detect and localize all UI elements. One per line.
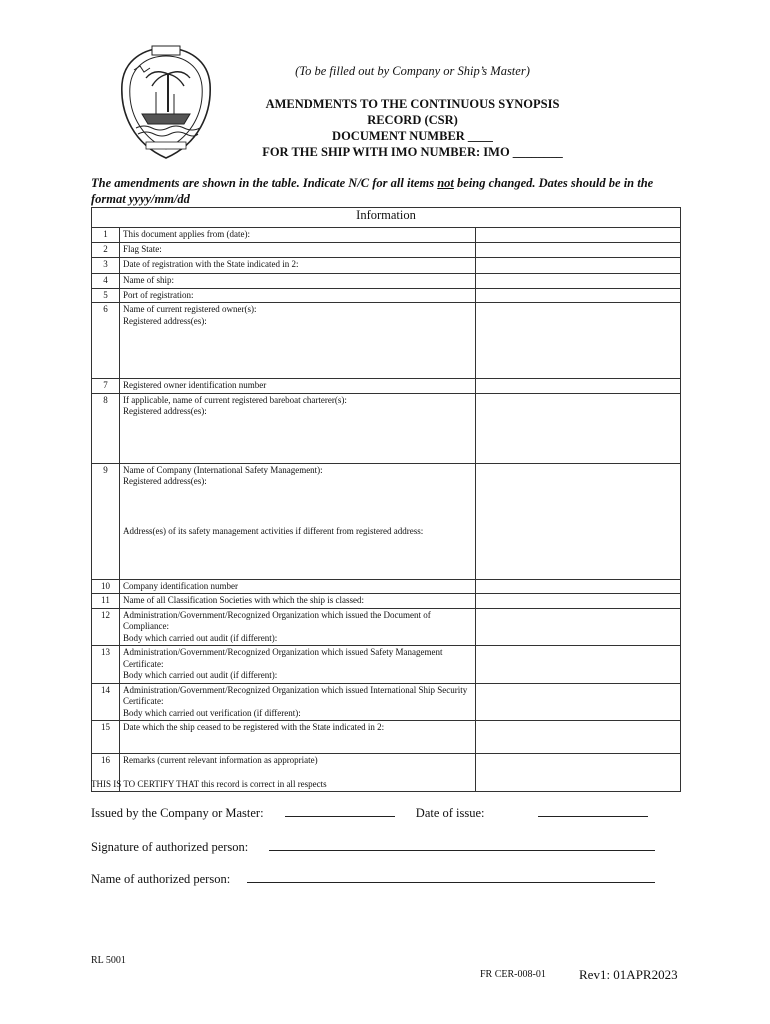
item-value-field[interactable]	[476, 393, 681, 463]
item-description-line: Registered address(es):	[123, 406, 207, 416]
table-row	[92, 721, 681, 754]
item-number: 9	[92, 463, 120, 579]
table-row	[92, 274, 681, 289]
item-description-line: Registered owner identification number	[123, 380, 267, 390]
item-description	[120, 721, 476, 754]
instructions-part1: The amendments are shown in the table. Indicate N/C for all items	[91, 176, 438, 190]
title-line-3: DOCUMENT NUMBER ____	[332, 129, 493, 143]
table-row	[92, 683, 681, 721]
item-description	[120, 303, 476, 379]
date-of-issue-label: Date of issue:	[415, 806, 485, 820]
item-description-line: This document applies from (date):	[123, 229, 250, 239]
table-row	[92, 258, 681, 274]
form-subtitle: (To be filled out by Company or Ship’s Master)	[295, 64, 530, 78]
item-description	[120, 288, 476, 303]
form-code: RL 5001	[91, 955, 126, 966]
item-description	[120, 463, 476, 579]
item-value-field[interactable]	[476, 303, 681, 379]
item-description	[120, 646, 476, 684]
item-value-field[interactable]	[476, 594, 681, 609]
title-line-4: FOR THE SHIP WITH IMO NUMBER: IMO ________	[262, 145, 563, 159]
certification-statement: THIS IS TO CERTIFY THAT this record is correct in all respects	[91, 779, 327, 789]
authorized-name-row	[91, 869, 655, 887]
item-description-line: Body which carried out audit (if different):	[123, 670, 278, 680]
item-description	[120, 379, 476, 394]
table-row	[92, 463, 681, 579]
instructions	[91, 175, 691, 207]
authorized-name-field[interactable]	[247, 869, 655, 883]
item-description-line: Registered address(es):	[123, 315, 207, 326]
issued-by-label: Issued by the Company or Master:	[91, 806, 264, 820]
item-description	[120, 393, 476, 463]
item-description-line: Flag State:	[123, 244, 162, 254]
item-number: 13	[92, 646, 120, 684]
item-number: 3	[92, 258, 120, 274]
item-number: 8	[92, 393, 120, 463]
item-number: 6	[92, 303, 120, 379]
item-value-field[interactable]	[476, 228, 681, 243]
item-description	[120, 258, 476, 274]
item-value-field[interactable]	[476, 258, 681, 274]
item-value-field[interactable]	[476, 646, 681, 684]
item-description	[120, 594, 476, 609]
signature-field[interactable]	[269, 837, 655, 851]
item-number: 11	[92, 594, 120, 609]
date-of-issue-field[interactable]	[538, 803, 648, 817]
table-row	[92, 303, 681, 379]
table-row	[92, 243, 681, 258]
item-description	[120, 608, 476, 646]
item-value-field[interactable]	[476, 608, 681, 646]
item-value-field[interactable]	[476, 754, 681, 792]
document-title	[235, 96, 590, 160]
item-value-field[interactable]	[476, 379, 681, 394]
instructions-part2: being changed. Dates should be in the format yyyy/mm/dd	[91, 176, 654, 206]
item-value-field[interactable]	[476, 274, 681, 289]
csr-information-table	[91, 207, 681, 792]
item-description-line: Name of all Classification Societies with which the ship is classed:	[123, 595, 364, 605]
item-number: 10	[92, 579, 120, 594]
item-description-line: Port of registration:	[123, 289, 194, 300]
title-line-2: RECORD (CSR)	[367, 113, 458, 127]
title-line-1: AMENDMENTS TO THE CONTINUOUS SYNOPSIS	[265, 97, 560, 111]
item-description-line: Date of registration with the State indicated in 2:	[123, 259, 299, 269]
item-value-field[interactable]	[476, 243, 681, 258]
table-row	[92, 594, 681, 609]
item-number: 12	[92, 608, 120, 646]
item-description-line: Administration/Government/Recognized Organization which issued International Ship Security Certificate:	[123, 684, 468, 706]
table-row	[92, 288, 681, 303]
item-value-field[interactable]	[476, 683, 681, 721]
item-description-line: Administration/Government/Recognized Organization which issued the Document of Compliance:	[123, 609, 431, 631]
item-description	[120, 683, 476, 721]
item-description-line: Body which carried out verification (if different):	[123, 707, 301, 718]
table-header: Information	[92, 208, 681, 228]
item-description	[120, 274, 476, 289]
item-value-field[interactable]	[476, 463, 681, 579]
item-number: 5	[92, 288, 120, 303]
item-description-line: Name of Company (International Safety Management):	[123, 464, 323, 475]
table-row	[92, 579, 681, 594]
issued-by-row	[91, 803, 648, 821]
item-number: 4	[92, 274, 120, 289]
item-value-field[interactable]	[476, 579, 681, 594]
item-description-line: Body which carried out audit (if different):	[123, 632, 278, 643]
liberia-seal-emblem	[116, 44, 216, 162]
item-number: 2	[92, 243, 120, 258]
item-description-line: Company identification number	[123, 580, 238, 591]
item-value-field[interactable]	[476, 288, 681, 303]
item-description	[120, 579, 476, 594]
item-number: 16	[92, 754, 120, 792]
item-description-line: Administration/Government/Recognized Organization which issued Safety Management Certificate:	[123, 647, 443, 669]
item-description-line: Remarks (current relevant information as appropriate)	[123, 755, 318, 765]
item-description-line: Name of ship:	[123, 275, 174, 285]
table-row	[92, 393, 681, 463]
authorized-name-label: Name of authorized person:	[91, 872, 231, 886]
item-number: 15	[92, 721, 120, 754]
table-row	[92, 228, 681, 243]
table-row	[92, 379, 681, 394]
issued-by-field[interactable]	[285, 803, 395, 817]
item-number: 1	[92, 228, 120, 243]
item-number: 14	[92, 683, 120, 721]
signature-row	[91, 837, 655, 855]
instructions-emphasis: not	[437, 176, 454, 190]
item-number: 7	[92, 379, 120, 394]
item-description-line: If applicable, name of current registered bareboat charterer(s):	[123, 394, 347, 405]
item-description-line: Registered address(es):	[123, 476, 207, 486]
revision-date: Rev1: 01APR2023	[579, 967, 678, 982]
item-description	[120, 243, 476, 258]
item-description	[120, 228, 476, 243]
form-number: FR CER-008-01	[480, 969, 546, 980]
item-value-field[interactable]	[476, 721, 681, 754]
item-description-line: Address(es) of its safety management activities if different from registered address:	[123, 525, 424, 536]
table-row	[92, 608, 681, 646]
signature-label: Signature of authorized person:	[91, 840, 249, 854]
item-description-line: Date which the ship ceased to be registered with the State indicated in 2:	[123, 722, 385, 732]
item-description-line: Name of current registered owner(s):	[123, 304, 257, 314]
table-row	[92, 646, 681, 684]
